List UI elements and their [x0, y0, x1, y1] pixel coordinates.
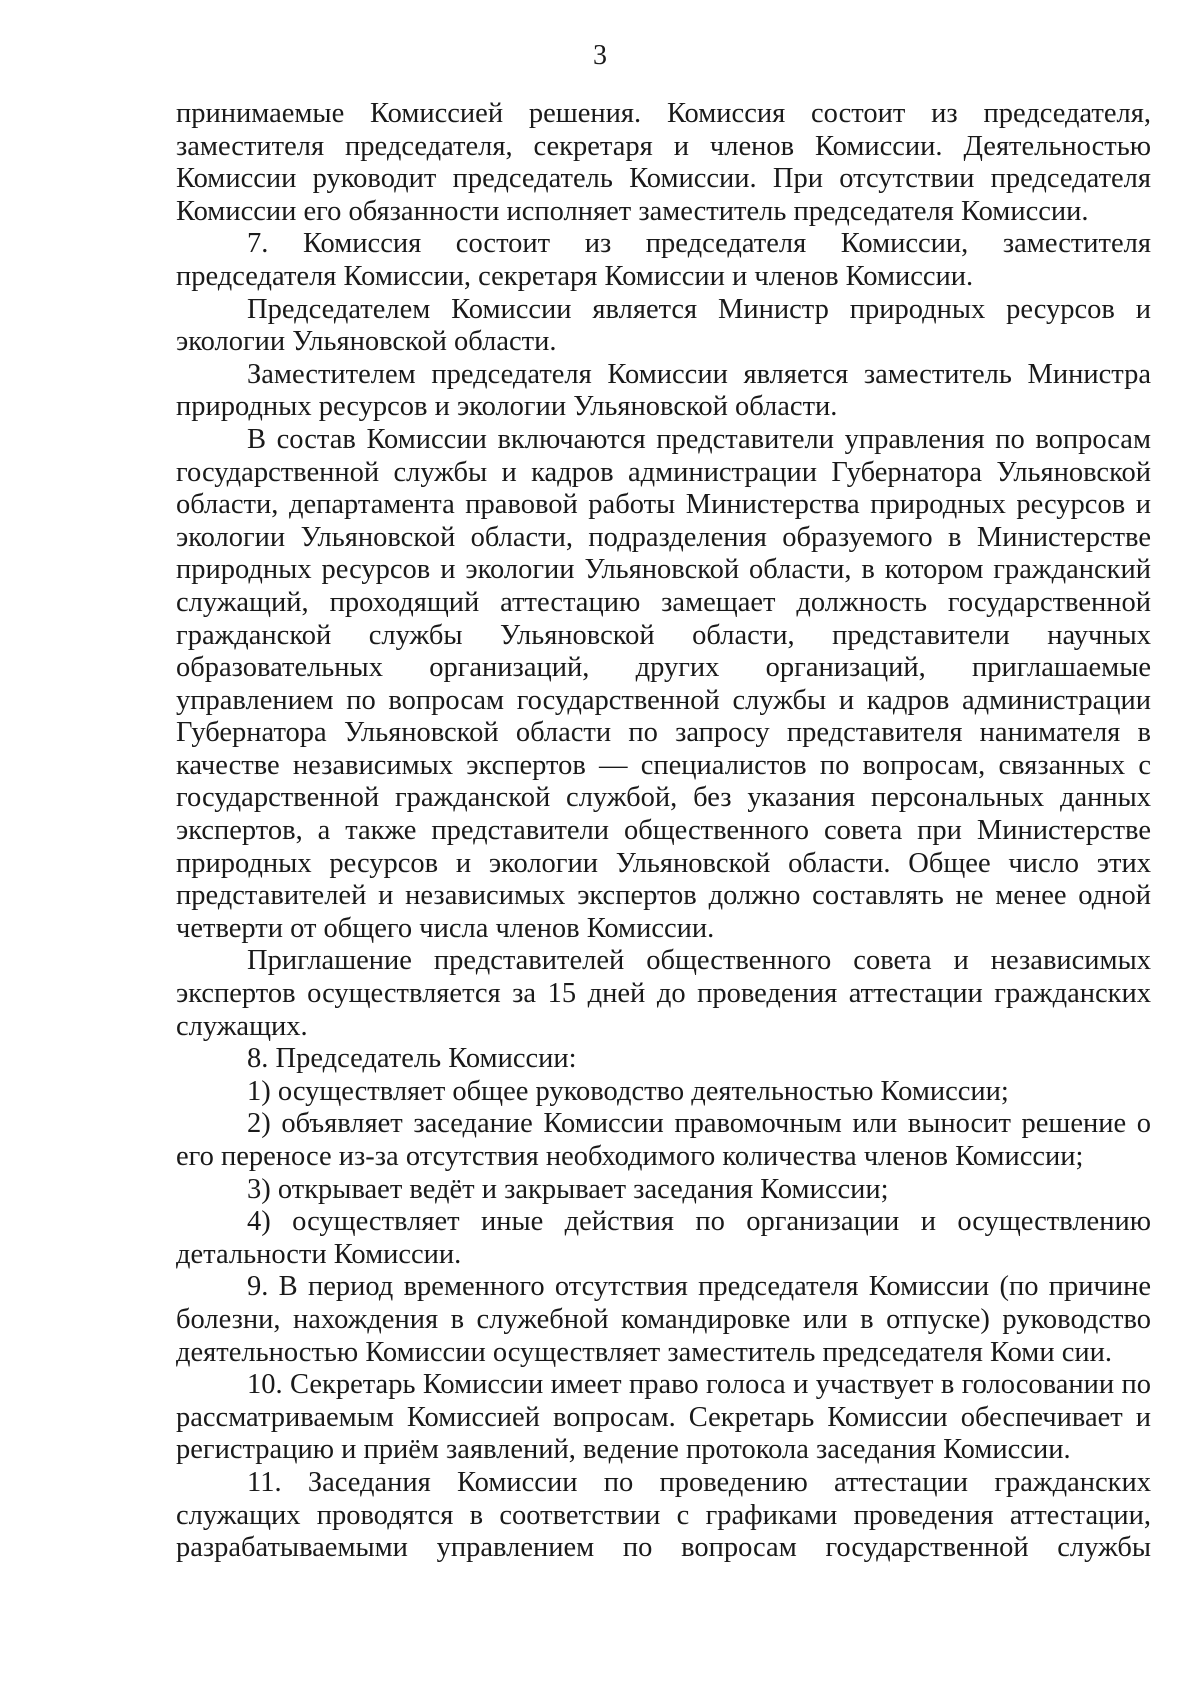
paragraph-invitation: Приглашение представителей общественного совета и независимых экспертов осуществляется за 15 дней до проведения аттестации гражданских служащих.	[176, 945, 1151, 1042]
paragraph-item-8-2: 2) объявляет заседание Комиссии правомочным или выносит решение о его переносе из-за отсутствия необходимого количества членов Комиссии;	[176, 1108, 1151, 1172]
paragraph-item-8-3: 3) открывает ведёт и закрывает заседания Комиссии;	[247, 1173, 889, 1205]
paragraph-deputy-chairman: Заместителем председателя Комиссии является заместитель Министра природных ресурсов и экологии Ульяновской области.	[176, 358, 1151, 423]
paragraph-item-8-4: 4) осуществляет иные действия по организации и осуществлению детальности Комиссии.	[176, 1206, 1151, 1270]
paragraph-continuation: принимаемые Комиссией решения. Комиссия состоит из председателя, заместителя председателя, секретаря и членов Комиссии. Деятельностью Комиссии руководит председатель Комиссии. При отсутствии председателя Комиссии его обязанности исполняет заместитель председателя Комиссии.	[176, 98, 1151, 227]
document-body	[176, 98, 1151, 1565]
paragraph-item-7: 7. Комиссия состоит из председателя Комиссии, заместителя председателя Комиссии, секретаря Комиссии и членов Комиссии.	[176, 228, 1151, 292]
paragraph-item-9: 9. В период временного отсутствия председателя Комиссии (по причине болезни, нахождения в служебной командировке или в отпуске) руководство деятельностью Комиссии осуществляет заместитель председателя Коми сии.	[176, 1271, 1151, 1368]
page-number: 3	[593, 40, 607, 71]
paragraph-item-10: 10. Секретарь Комиссии имеет право голоса и участвует в голосовании по рассматриваемым Комиссией вопросам. Секретарь Комиссии обеспечивает и регистрацию и приём заявлений, ведение протокола заседания Комиссии.	[176, 1369, 1151, 1466]
paragraph-chairman: Председателем Комиссии является Министр природных ресурсов и экологии Ульяновской области.	[176, 293, 1151, 358]
paragraph-item-11: 11. Заседания Комиссии по проведению аттестации гражданских служащих проводятся в соответствии с графиками проведения аттестации, разрабатываемыми управлением по вопросам государственной службы	[176, 1466, 1151, 1564]
paragraph-item-8: 8. Председатель Комиссии:	[247, 1043, 577, 1075]
paragraph-item-8-1: 1) осуществляет общее руководство деятельностью Комиссии;	[247, 1075, 1009, 1107]
paragraph-commission-composition: В состав Комиссии включаются представители управления по вопросам государственной службы и кадров администрации Губернатора Ульяновской области, департамента правовой работы Министерства природных ресурсов и экологии Ульяновской области, подразделения образуемого в Министерстве природных ресурсов и экологии Ульяновской области, в котором гражданский служащий, проходящий аттестацию замещает должность государственной гражданской службы Ульяновской области, представители научных образовательных организаций, других организаций, приглашаемые управлением по вопросам государственной службы и кадров администрации Губернатора Ульяновской области по запросу представителя нанимателя в качестве независимых экспертов — специалистов по вопросам, связанных с государственной гражданской службой, без указания персональных данных экспертов, а также представители общественного совета при Министерстве природных ресурсов и экологии Ульяновской области. Общее число этих представителей и независимых экспертов должно составлять не менее одной четверти от общего числа членов Комиссии.	[176, 423, 1151, 944]
